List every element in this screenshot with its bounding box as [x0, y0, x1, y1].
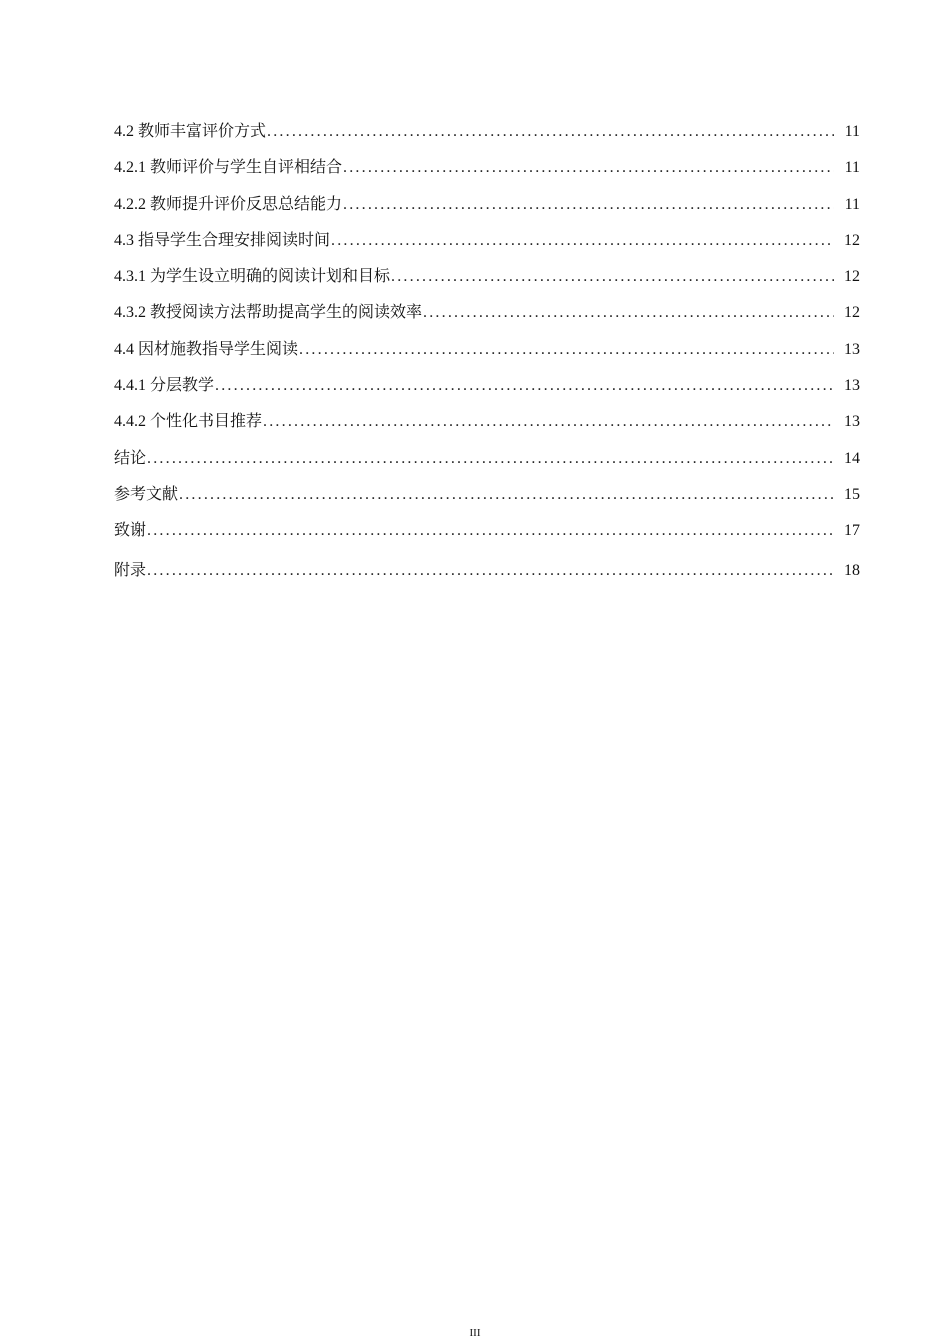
toc-dot-leader: [147, 522, 834, 540]
toc-entry-4-4-2[interactable]: [114, 408, 860, 444]
toc-entry-page: 11: [844, 195, 860, 213]
toc-entry-label: 4.2.2 教师提升评价反思总结能力: [114, 195, 343, 213]
toc-entry-page: 11: [844, 159, 860, 177]
toc-entry-label: 4.3.1 为学生设立明确的阅读计划和目标: [114, 268, 391, 286]
toc-dot-leader: [267, 123, 834, 141]
toc-entry-4-2-1[interactable]: [114, 154, 860, 190]
toc-entry-page: 18: [844, 561, 860, 579]
toc-dot-leader: [215, 377, 834, 395]
toc-dot-leader: [331, 232, 834, 250]
toc-dot-leader: [423, 304, 834, 322]
toc-entry-label: 结论: [114, 449, 147, 467]
toc-entry-page: 13: [844, 377, 860, 395]
toc-entry-label: 4.4.1 分层教学: [114, 377, 215, 395]
toc-entry-4-4[interactable]: [114, 336, 860, 372]
toc-entry-label: 4.3 指导学生合理安排阅读时间: [114, 231, 331, 249]
toc-entry-label: 4.4 因材施教指导学生阅读: [114, 340, 299, 358]
toc-entry-label: 4.2.1 教师评价与学生自评相结合: [114, 159, 343, 177]
table-of-contents: [114, 118, 860, 597]
toc-entry-page: 17: [844, 522, 860, 540]
toc-dot-leader: [179, 486, 834, 504]
toc-entry-page: 12: [844, 304, 860, 322]
toc-dot-leader: [391, 268, 834, 286]
toc-entry-page: 11: [844, 123, 860, 140]
toc-entry-appendix[interactable]: [114, 554, 860, 597]
toc-entry-acknowledgements[interactable]: [114, 517, 860, 553]
toc-entry-4-4-1[interactable]: [114, 372, 860, 408]
toc-dot-leader: [343, 159, 834, 177]
toc-entry-page: 13: [844, 340, 860, 358]
toc-entry-label: 致谢: [114, 522, 147, 540]
toc-entry-conclusion[interactable]: [114, 445, 860, 481]
toc-entry-label: 4.4.2 个性化书目推荐: [114, 413, 263, 431]
toc-dot-leader: [263, 413, 834, 431]
toc-entry-page: 15: [844, 485, 860, 503]
toc-entry-4-2[interactable]: [114, 118, 860, 154]
page-number-footer: III: [469, 1327, 481, 1339]
toc-dot-leader: [343, 196, 834, 214]
toc-entry-4-2-2[interactable]: [114, 191, 860, 227]
toc-entry-label: 参考文献: [114, 485, 179, 503]
toc-entry-label: 4.2 教师丰富评价方式: [114, 123, 267, 140]
toc-dot-leader: [299, 341, 834, 359]
toc-entry-page: 14: [844, 449, 860, 467]
toc-entry-page: 12: [844, 268, 860, 286]
toc-entry-4-3[interactable]: [114, 227, 860, 263]
toc-entry-label: 附录: [114, 561, 147, 579]
toc-dot-leader: [147, 562, 834, 580]
toc-dot-leader: [147, 450, 834, 468]
toc-entry-page: 12: [844, 231, 860, 249]
toc-entry-references[interactable]: [114, 481, 860, 517]
toc-entry-4-3-2[interactable]: [114, 299, 860, 335]
toc-entry-label: 4.3.2 教授阅读方法帮助提高学生的阅读效率: [114, 304, 423, 322]
toc-entry-4-3-1[interactable]: [114, 263, 860, 299]
toc-entry-page: 13: [844, 413, 860, 431]
